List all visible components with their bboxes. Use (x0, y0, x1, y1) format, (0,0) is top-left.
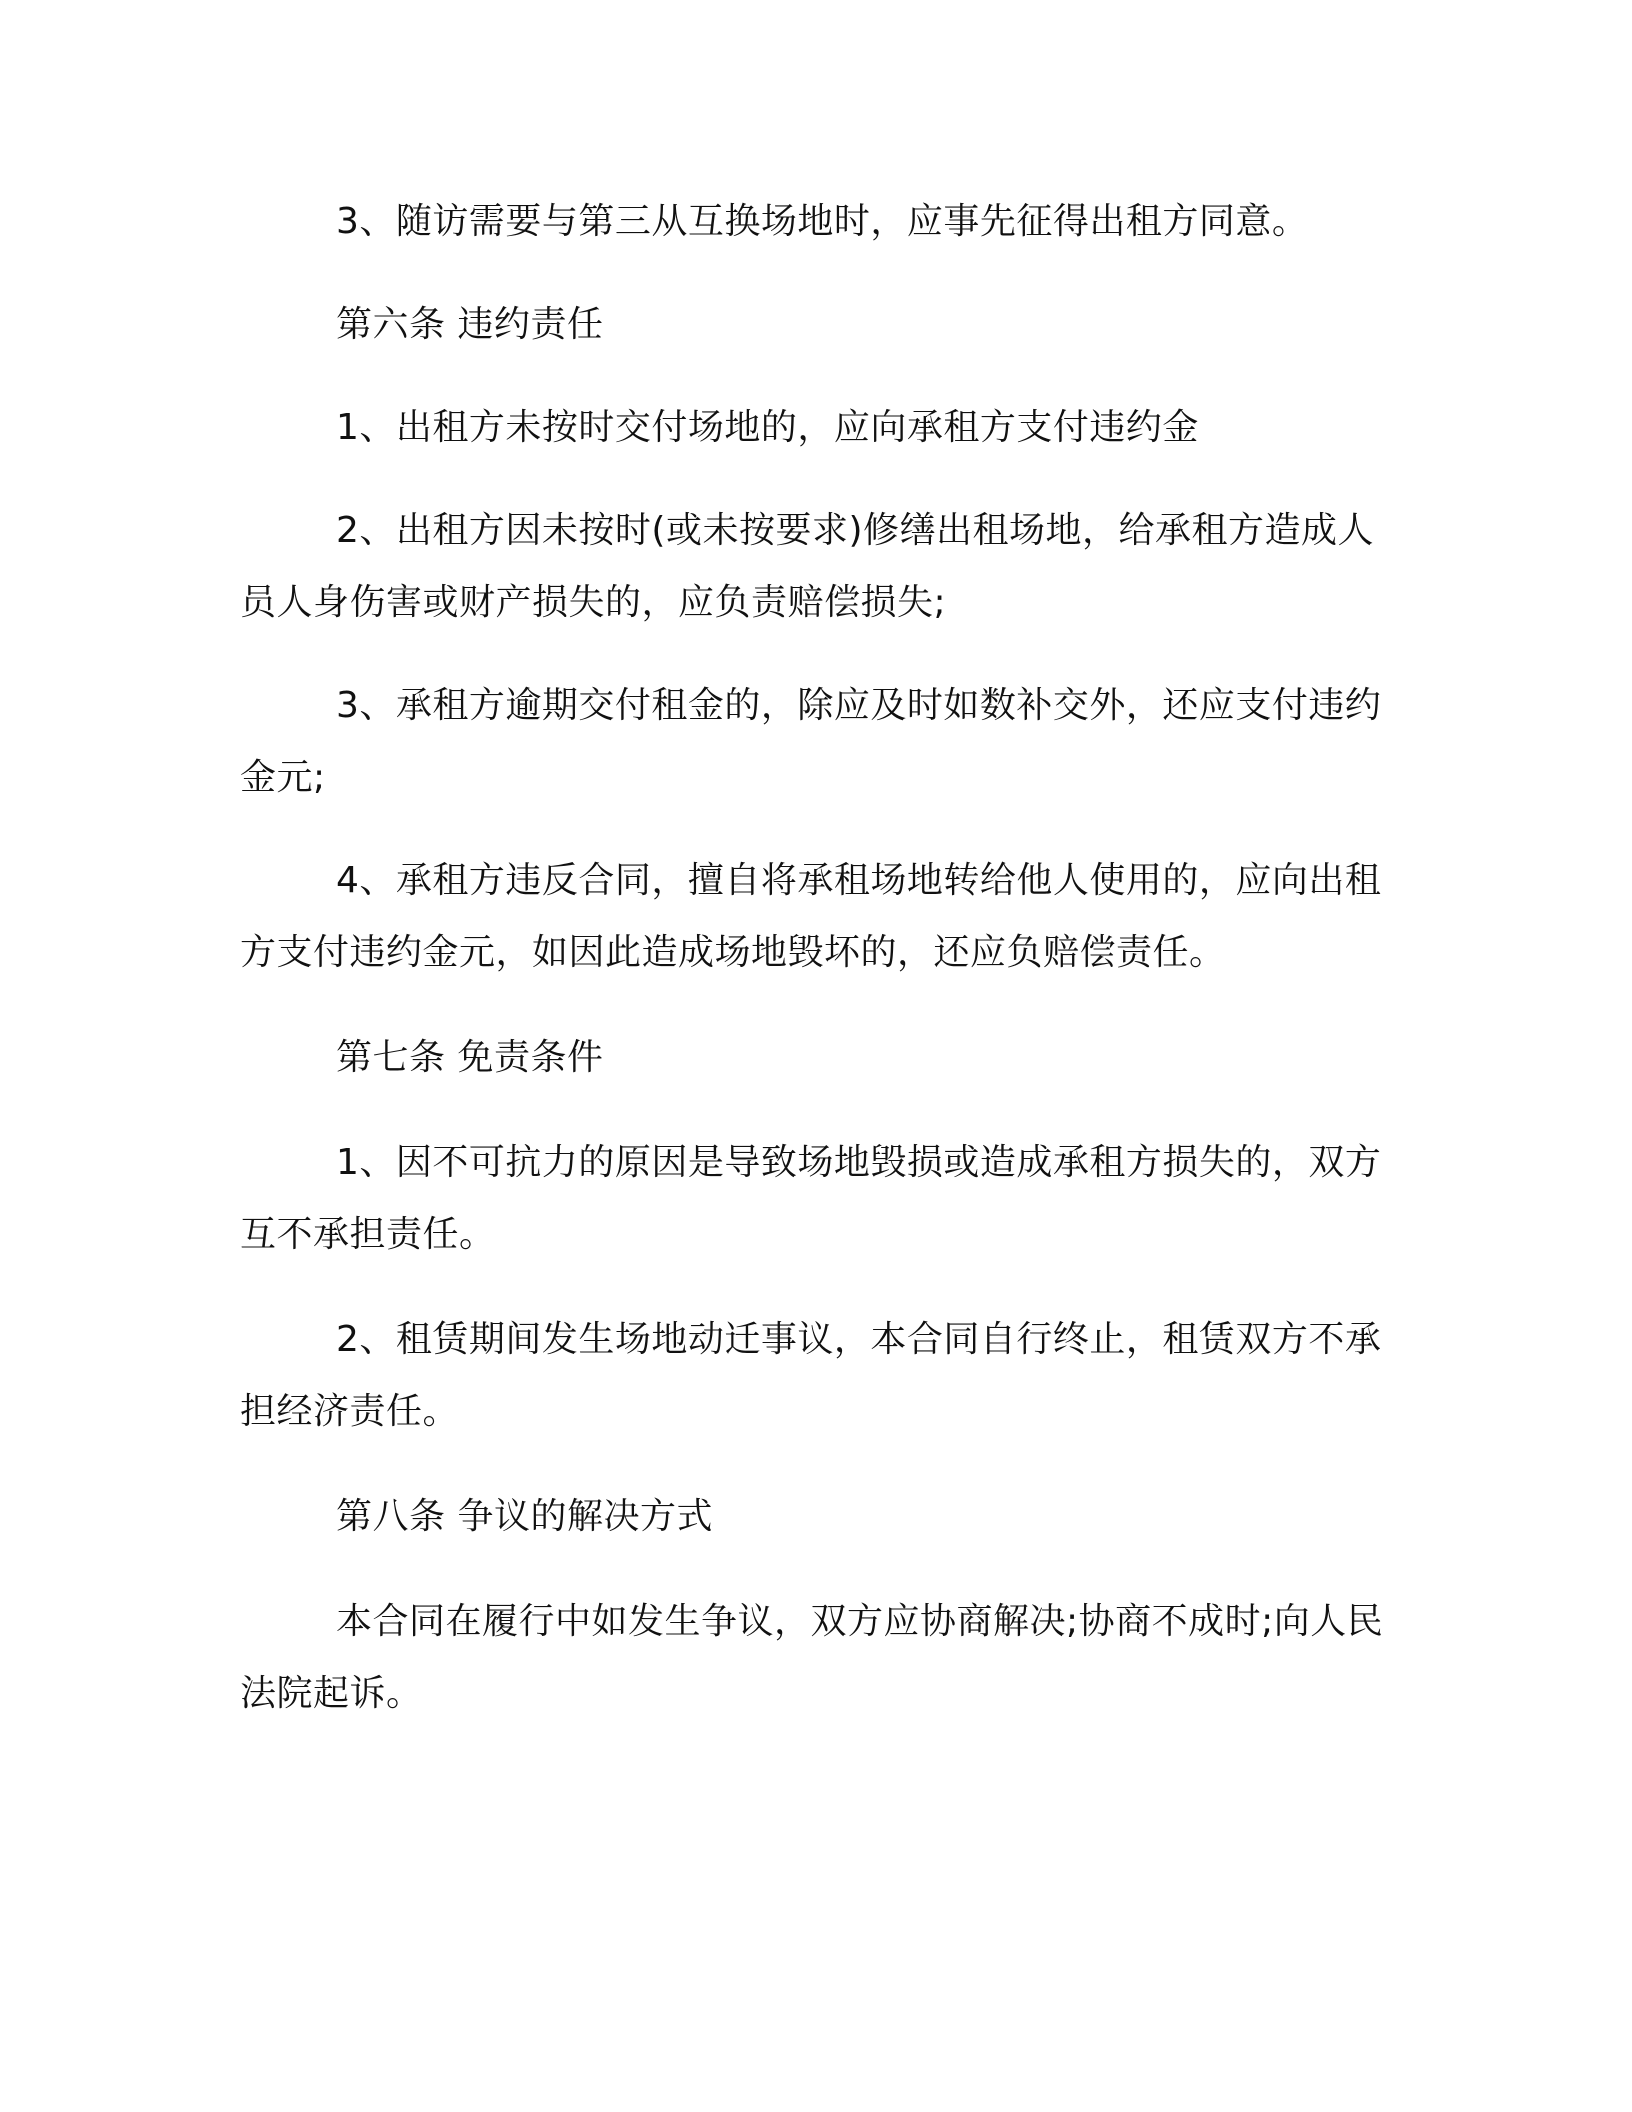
clause-6-item-1: 1、出租方未按时交付场地的，应向承租方支付违约金 (336, 407, 1199, 448)
clause-6-item-2: 2、出租方因未按时(或未按要求)修缮出租场地，给承租方造成人员人身伤害或财产损失的，应负责赔偿损失; (240, 510, 1374, 623)
document-body (240, 186, 1390, 1730)
section-heading-article-8: 第八条 争议的解决方式 (336, 1496, 713, 1537)
clause-6-item-3: 3、承租方逾期交付租金的，除应及时如数补交外，还应支付违约金元; (240, 685, 1382, 798)
clause-5-item-3: 3、随访需要与第三从互换场地时，应事先征得出租方同意。 (336, 201, 1309, 242)
clause-6-item-4: 4、承租方违反合同，擅自将承租场地转给他人使用的，应向出租方支付违约金元，如因此造成场地毁坏的，还应负赔偿责任。 (240, 860, 1382, 973)
section-heading-article-7: 第七条 免责条件 (336, 1037, 604, 1078)
clause-8-text: 本合同在履行中如发生争议，双方应协商解决;协商不成时;向人民法院起诉。 (240, 1601, 1384, 1714)
clause-7-item-1: 1、因不可抗力的原因是导致场地毁损或造成承租方损失的，双方互不承担责任。 (240, 1142, 1382, 1255)
section-heading-article-6: 第六条 违约责任 (336, 304, 604, 345)
clause-7-item-2: 2、租赁期间发生场地动迁事议，本合同自行终止，租赁双方不承担经济责任。 (240, 1319, 1382, 1432)
